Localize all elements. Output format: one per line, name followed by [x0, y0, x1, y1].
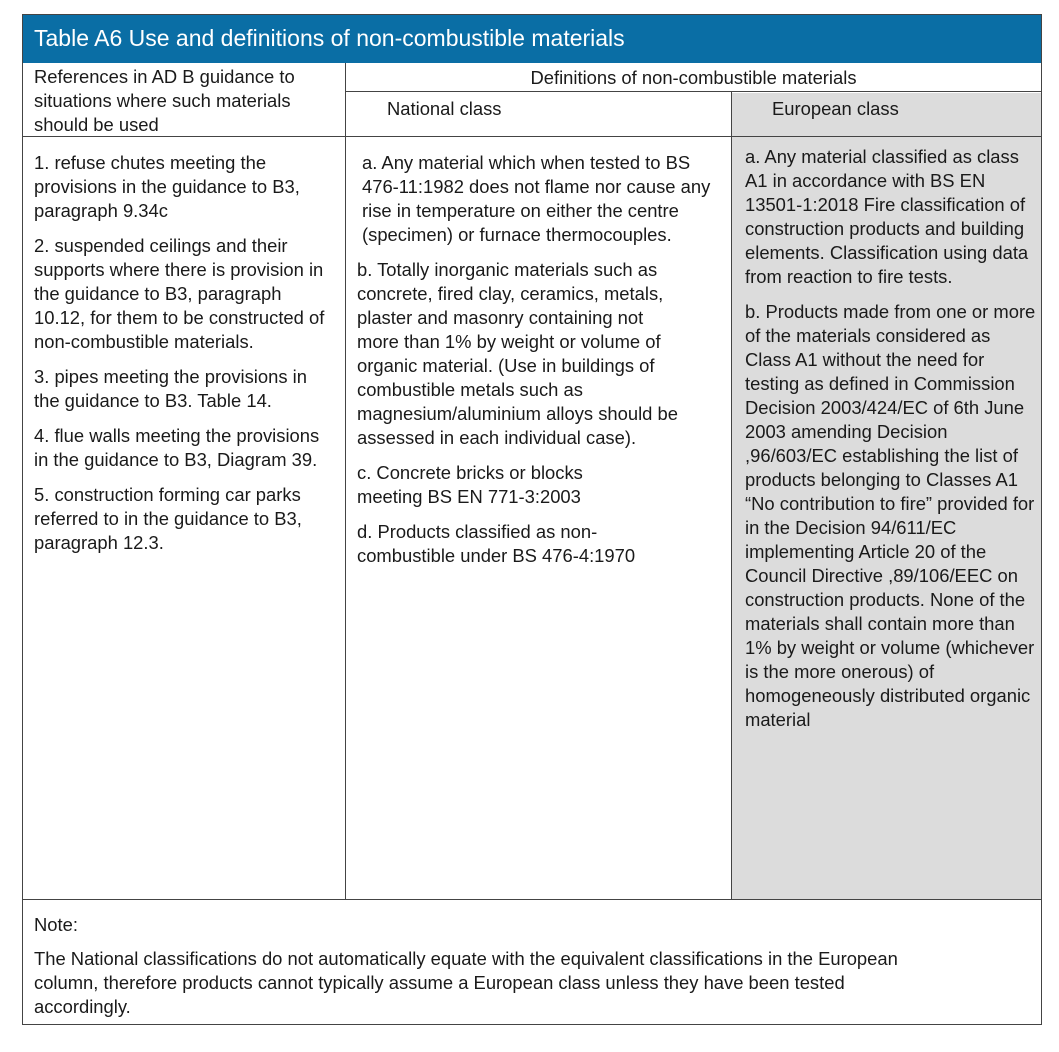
note-label: Note:	[34, 914, 78, 935]
table-title: Table A6 Use and definitions of non-combustible materials	[23, 15, 1041, 63]
national-definition: a. Any material which when tested to BS 476-11:1982 does not flame nor cause any rise in temperature on either the centre (specimen) or furnace thermocouples.	[362, 152, 711, 245]
reference-item: 5. construction forming car parks referred to in the guidance to B3, paragraph 12.3.	[34, 484, 302, 553]
col1-header: References in AD B guidance to situations where such materials should be used	[34, 66, 295, 135]
national-class-column	[357, 151, 723, 579]
reference-item: 3. pipes meeting the provisions in the guidance to B3. Table 14.	[34, 366, 307, 411]
national-definition: d. Products classified as non-combustible under BS 476-4:1970	[357, 521, 636, 566]
note-section	[34, 913, 934, 1030]
column-divider-2	[731, 92, 732, 899]
references-column	[34, 151, 336, 566]
column-divider-1	[345, 63, 346, 899]
national-class-header: National class	[387, 98, 502, 119]
european-definition: a. Any material classified as class A1 in accordance with BS EN 13501-1:2018 Fire classification of construction products and building elements. Classification using data from reaction to fire tests.	[745, 146, 1029, 287]
european-class-header: European class	[772, 98, 899, 119]
note-text: The National classifications do not automatically equate with the equivalent classifications in the European column, therefore products cannot typically assume a European class unless they have been tested accordingly.	[34, 948, 898, 1017]
table-a6	[22, 14, 1042, 1025]
reference-item: 1. refuse chutes meeting the provisions in the guidance to B3, paragraph 9.34c	[34, 152, 300, 221]
national-definition: b. Totally inorganic materials such as concrete, fired clay, ceramics, metals, plaster and masonry containing not more than 1% by weight or volume of organic material. (Use in buildings of combustible metals such as magnesium/aluminium alloys should be assessed in each individual case).	[357, 259, 678, 448]
reference-item: 2. suspended ceilings and their supports where there is provision in the guidance to B3, paragraph 10.12, for them to be constructed of non-combustible materials.	[34, 235, 325, 352]
reference-item: 4. flue walls meeting the provisions in the guidance to B3, Diagram 39.	[34, 425, 320, 470]
header-group-divider	[346, 91, 1041, 92]
national-definition: c. Concrete bricks or blocks meeting BS EN 771-3:2003	[357, 462, 583, 507]
european-definition: b. Products made from one or more of the materials considered as Class A1 without the need for testing as defined in Commission Decision 2003/424/EC of 6th June 2003 amending Decision ,96/603/EC establishing the list of products belonging to Classes A1 “No contribution to fire” provided for in the Decision 94/611/EC implementing Article 20 of the Council Directive ,89/106/EEC on construction products. None of the materials shall contain more than 1% by weight or volume (whichever is the more onerous) of homogeneously distributed organic material	[745, 301, 1036, 730]
note-divider	[23, 899, 1041, 900]
european-class-column	[745, 145, 1037, 743]
definitions-group-header: Definitions of non-combustible materials	[530, 67, 857, 88]
